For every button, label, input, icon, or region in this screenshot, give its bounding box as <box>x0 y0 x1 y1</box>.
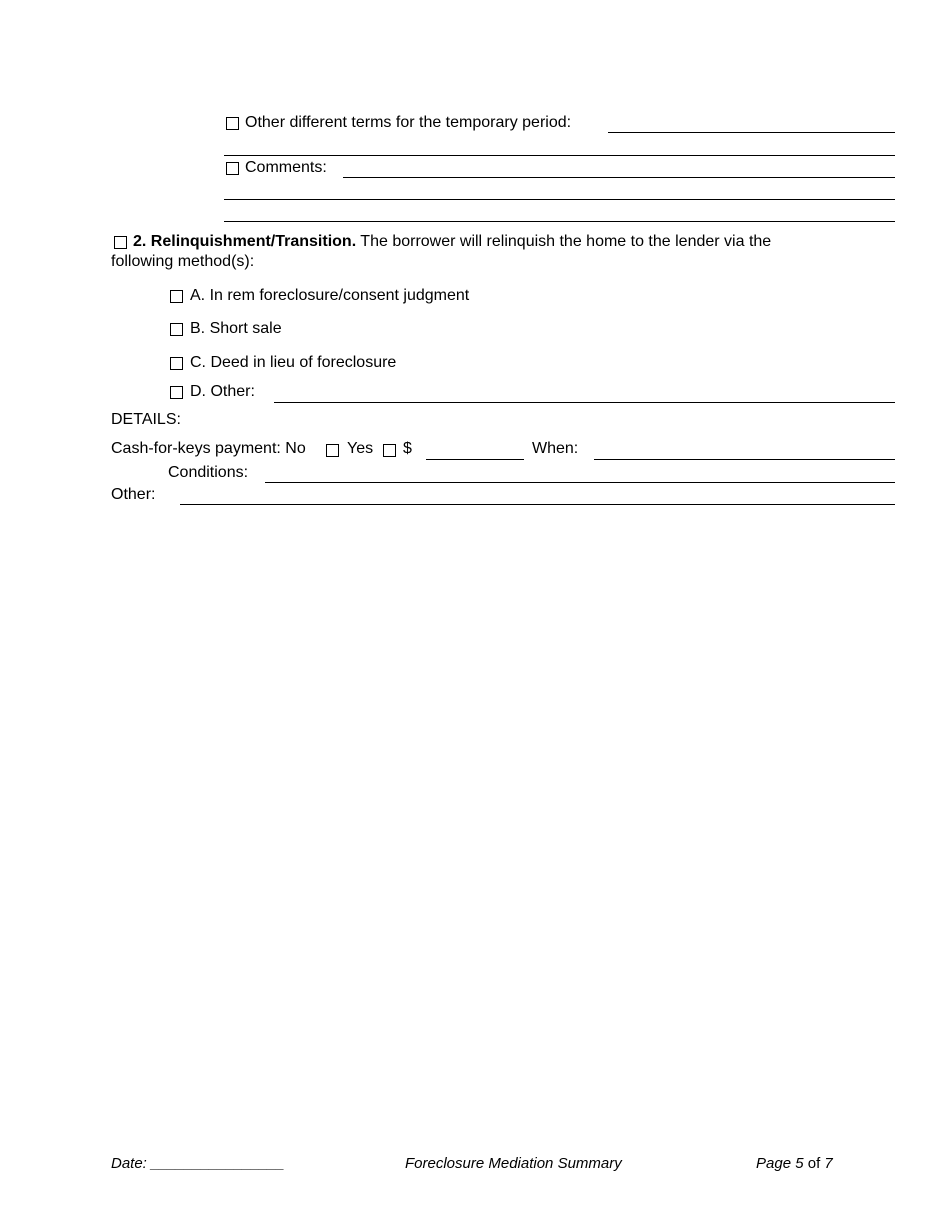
footer-title: Foreclosure Mediation Summary <box>405 1155 622 1172</box>
comments-line-2[interactable] <box>224 199 895 200</box>
other-field[interactable] <box>180 504 895 505</box>
option-b-checkbox[interactable] <box>170 323 183 336</box>
option-a-label: A. In rem foreclosure/consent judgment <box>190 287 470 304</box>
relinquishment-title: 2. Relinquishment/Transition. <box>133 233 357 250</box>
cash-yes-checkbox[interactable] <box>383 444 396 457</box>
cash-for-keys-label: Cash-for-keys payment: No <box>111 440 306 457</box>
option-c-label: C. Deed in lieu of foreclosure <box>190 354 397 371</box>
details-heading: DETAILS: <box>111 411 181 428</box>
option-c-checkbox[interactable] <box>170 357 183 370</box>
footer-page-current: 5 <box>795 1155 804 1172</box>
option-d-checkbox[interactable] <box>170 386 183 399</box>
footer-page-prefix: Page <box>756 1155 792 1172</box>
cash-no-checkbox[interactable] <box>326 444 339 457</box>
option-d-label: D. Other: <box>190 383 255 400</box>
comments-line-3[interactable] <box>224 221 895 222</box>
other-label: Other: <box>111 486 156 503</box>
footer-page-of: of <box>807 1155 821 1172</box>
comments-checkbox[interactable] <box>226 162 239 175</box>
footer-date: Date: ________________ <box>111 1155 285 1172</box>
conditions-label: Conditions: <box>168 464 249 481</box>
footer-page-number <box>756 1155 833 1173</box>
when-field[interactable] <box>594 459 895 460</box>
other-terms-field[interactable] <box>608 132 895 133</box>
dollar-sign: $ <box>403 440 412 457</box>
option-b-label: B. Short sale <box>190 320 282 337</box>
relinquishment-heading-line <box>133 233 771 251</box>
comments-label: Comments: <box>245 159 327 176</box>
conditions-field[interactable] <box>265 482 895 483</box>
relinquishment-checkbox[interactable] <box>114 236 127 249</box>
relinquishment-description-continued: following method(s): <box>111 253 255 270</box>
comments-field[interactable] <box>343 177 895 178</box>
other-terms-checkbox[interactable] <box>226 117 239 130</box>
relinquishment-description: The borrower will relinquish the home to the lender via the <box>360 233 772 250</box>
footer-page-total: 7 <box>824 1155 833 1172</box>
cash-amount-field[interactable] <box>426 459 524 460</box>
option-d-field[interactable] <box>274 402 895 403</box>
other-terms-label: Other different terms for the temporary period: <box>245 114 572 131</box>
other-terms-continuation-line[interactable] <box>224 155 895 156</box>
option-a-checkbox[interactable] <box>170 290 183 303</box>
when-label: When: <box>532 440 579 457</box>
cash-yes-label: Yes <box>347 440 374 457</box>
